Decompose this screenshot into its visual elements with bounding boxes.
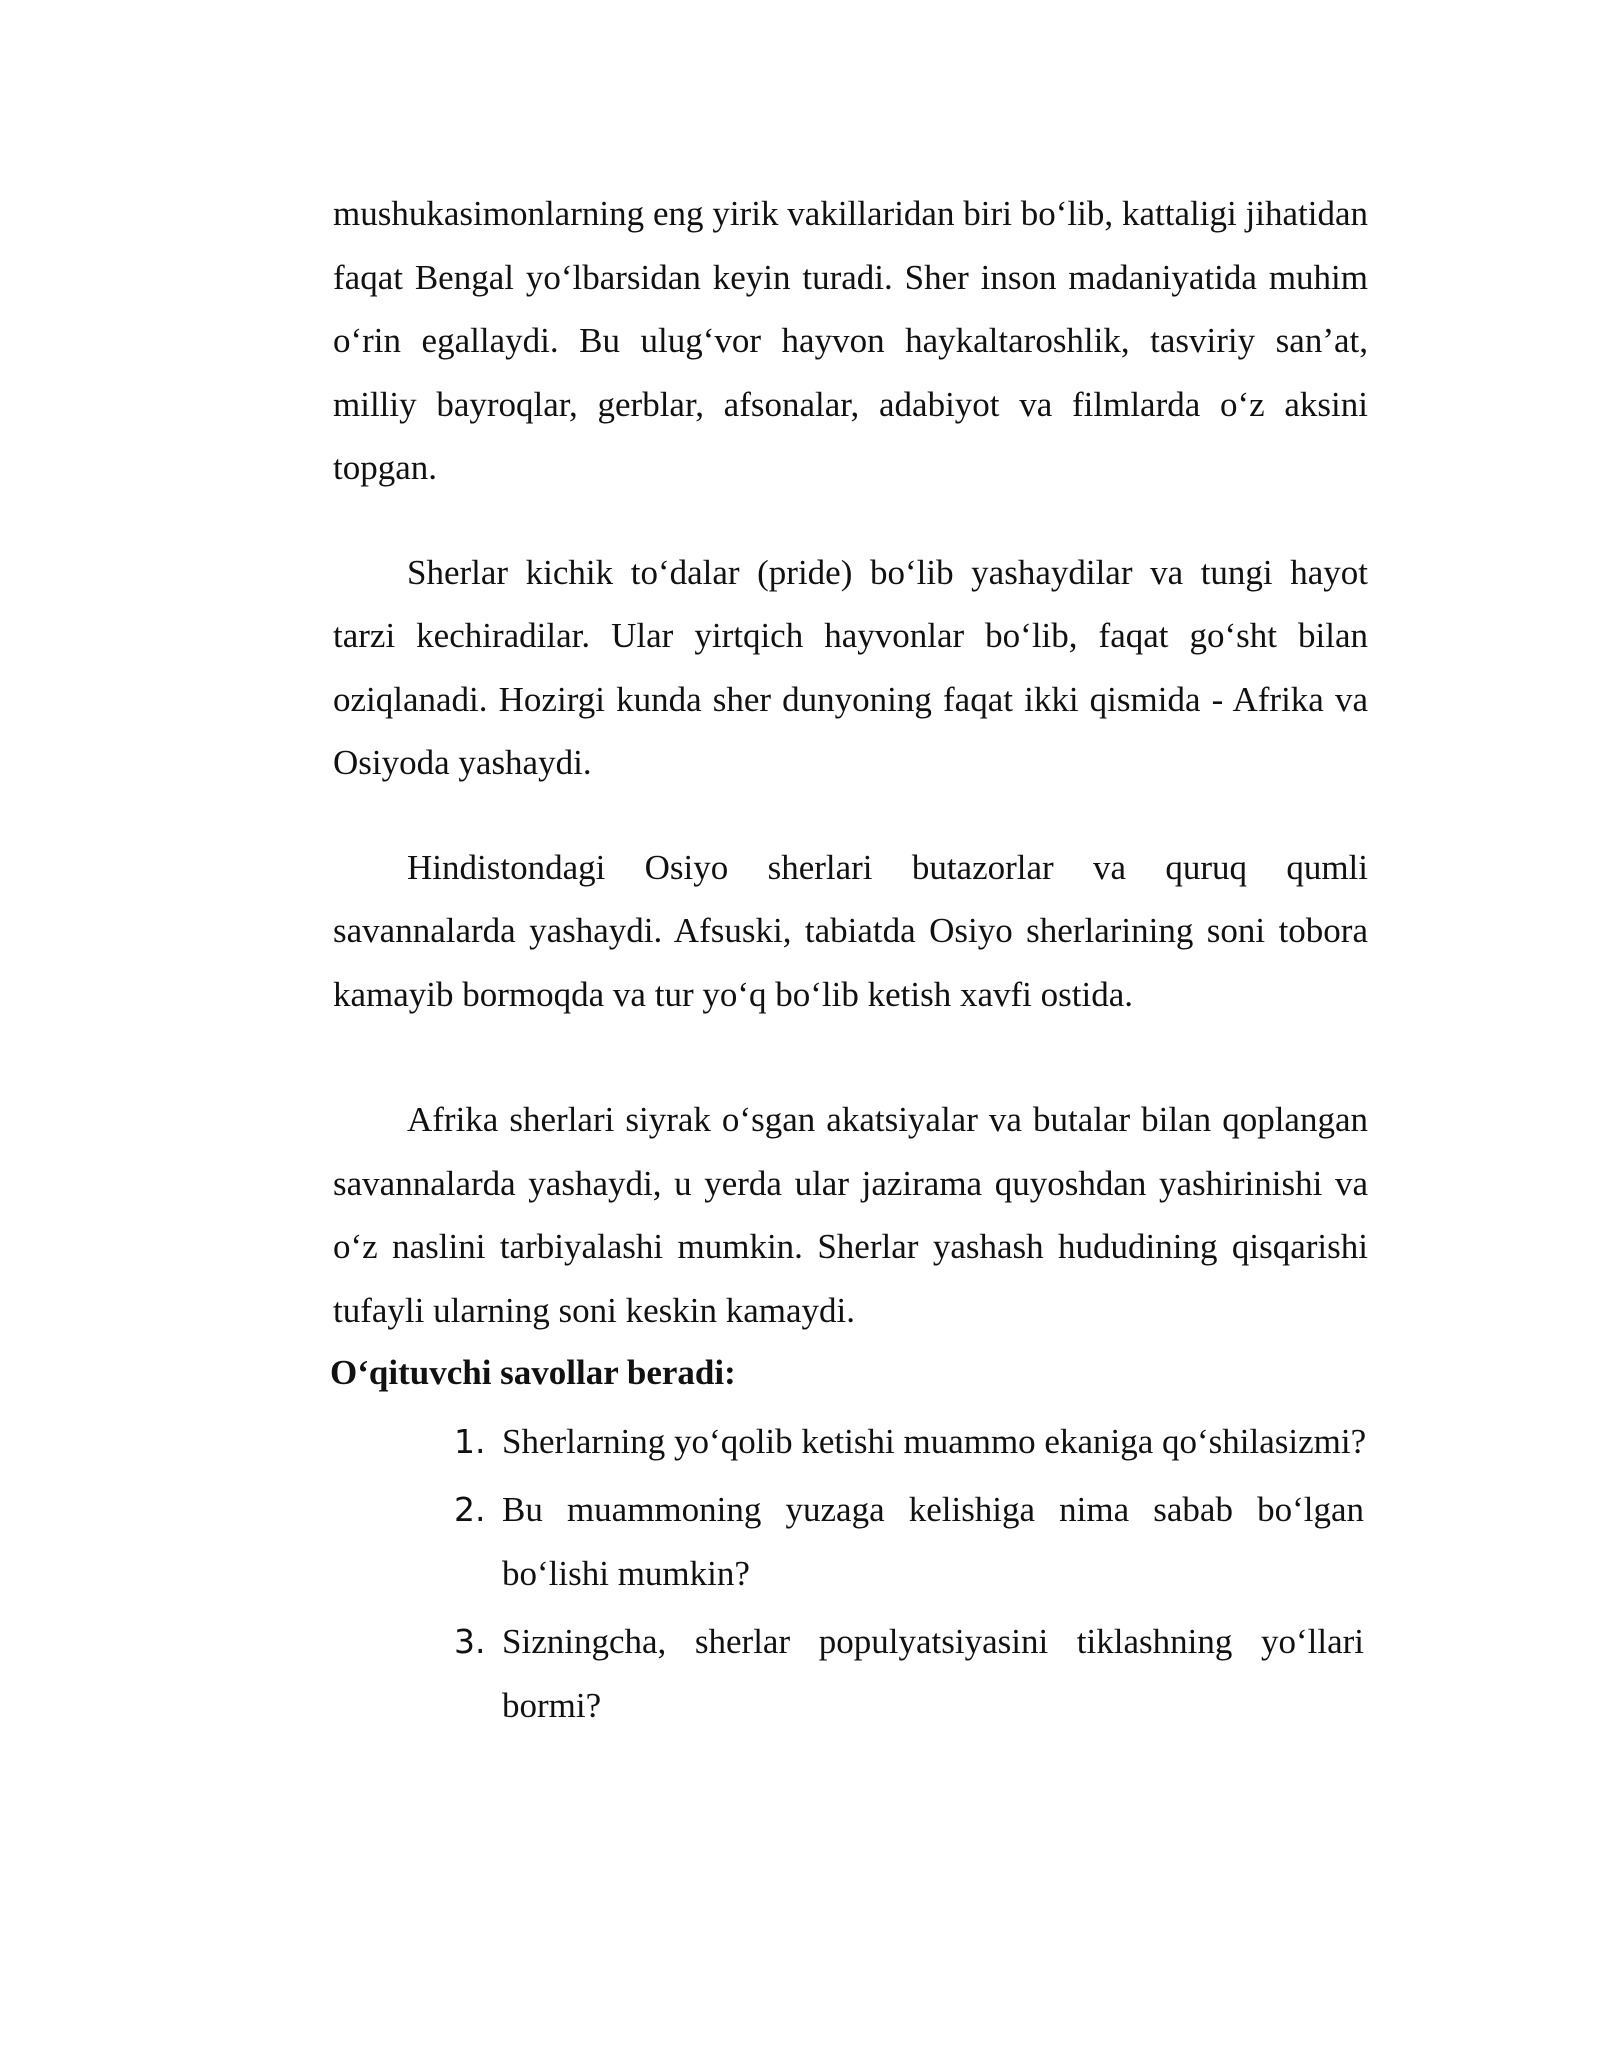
- paragraph-asian-lions: Hindistondagi Osiyo sherlari butazorlar va quruq qumli savannalarda yashaydi. Afsuski, tabiatda Osiyo sherlarining soni tobora kamayib bormoqda va tur yo‘q bo‘lib ketish xavfi ostida.: [333, 847, 1368, 1014]
- question-text: Sherlarning yo‘qolib ketishi muammo ekaniga qo‘shilasizmi?: [502, 1422, 1367, 1461]
- paragraph-african-lions: Afrika sherlari siyrak o‘sgan akatsiyalar va butalar bilan qoplangan savannalarda yashaydi, u yerda ular jazirama quyoshdan yashirinishi va o‘z naslini tarbiyalashi mumkin. Sherlar yashash hududining qisqarishi tufayli ularning soni keskin kamaydi.: [333, 1100, 1368, 1330]
- question-text: Sizningcha, sherlar populyatsiyasini tiklashning yo‘llari bormi?: [502, 1622, 1364, 1725]
- paragraph-lion-lifestyle: Sherlar kichik to‘dalar (pride) bo‘lib yashaydilar va tungi hayot tarzi kechiradilar. Ular yirtqich hayvonlar bo‘lib, faqat go‘sht bilan oziqlanadi. Hozirgi kunda sher dunyoning faqat ikki qismida - Afrika va Osiyoda yashaydi.: [333, 552, 1368, 782]
- question-item: [454, 1478, 1459, 1606]
- question-text: Bu muammoning yuzaga kelishiga nima sabab bo‘lgan bo‘lishi mumkin?: [502, 1490, 1364, 1593]
- question-number: 1.: [454, 1422, 486, 1461]
- question-item: [454, 1410, 1459, 1474]
- question-number: 2.: [454, 1490, 486, 1529]
- question-item: [454, 1610, 1459, 1738]
- paragraph-lion-overview: mushukasimonlarning eng yirik vakillaridan biri bo‘lib, kattaligi jihatidan faqat Bengal yo‘lbarsidan keyin turadi. Sher inson madaniyatida muhim o‘rin egallaydi. Bu ulug‘vor hayvon haykaltaroshlik, tasviriy san’at, milliy bayroqlar, gerblar, afsonalar, adabiyot va filmlarda o‘z aksini topgan.: [333, 194, 1368, 487]
- document-body: [330, 182, 1368, 1738]
- questions-heading: O‘qituvchi savollar beradi:: [330, 1353, 736, 1392]
- question-number: 3.: [454, 1622, 486, 1661]
- questions-list: [333, 1410, 1368, 1738]
